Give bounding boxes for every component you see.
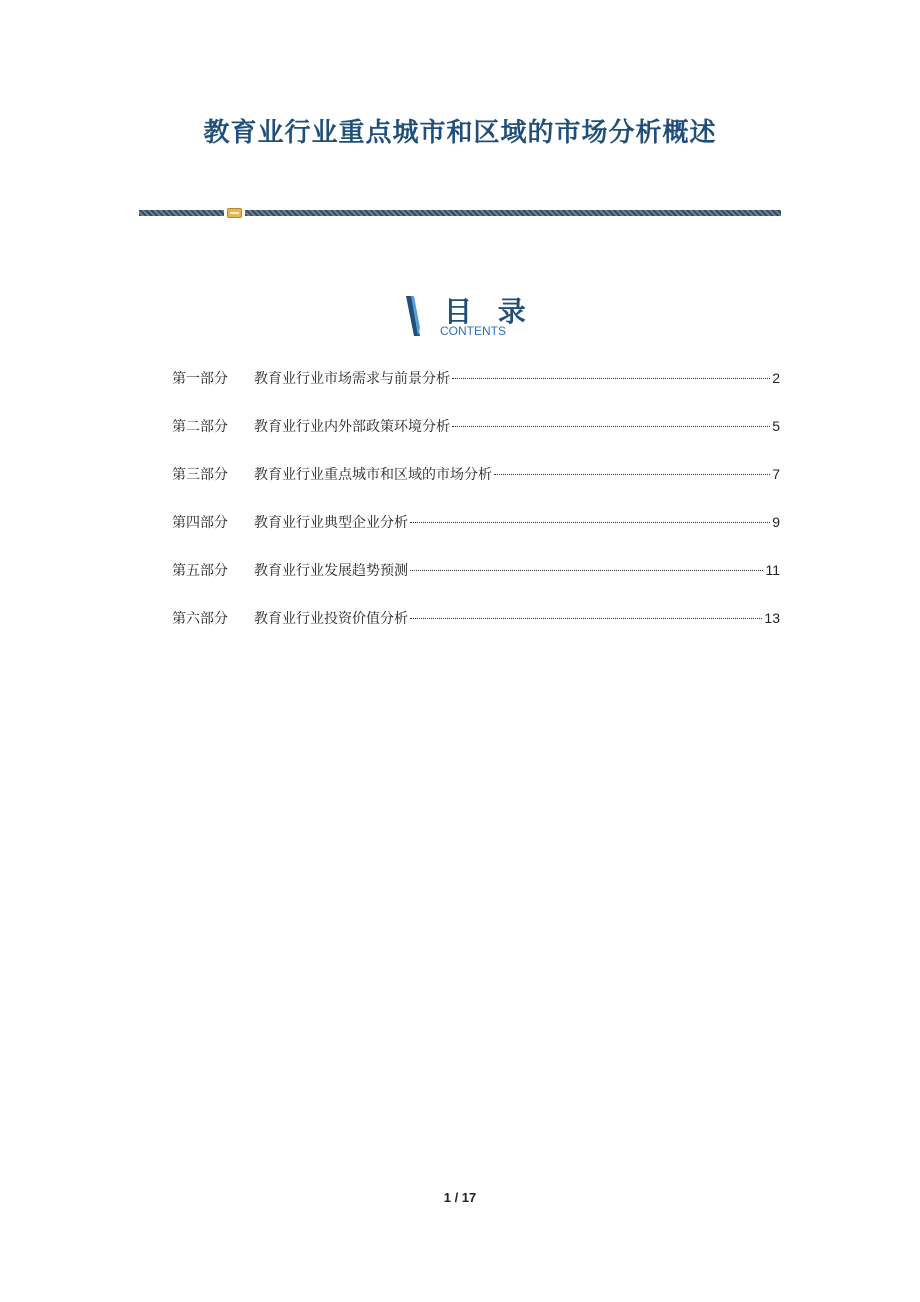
toc-entry-title: 教育业行业投资价值分析 [254, 611, 408, 627]
toc-heading-text: 目 录 [444, 295, 534, 328]
title-divider [139, 208, 781, 218]
toc-entry-leader [452, 378, 770, 379]
toc-entry-part: 第六部分 [172, 611, 228, 627]
toc-entry-page: 2 [772, 370, 780, 386]
toc-entry[interactable] [172, 606, 780, 630]
toc-entry-page: 7 [772, 466, 780, 482]
divider-ornament-icon [227, 208, 242, 218]
toc-entry-part: 第四部分 [172, 515, 228, 531]
toc-entry-page: 5 [772, 418, 780, 434]
toc-entry-page: 13 [764, 610, 780, 626]
toc-entry-leader [410, 618, 762, 619]
toc-entry-part: 第五部分 [172, 563, 228, 579]
toc-entry-part: 第二部分 [172, 419, 228, 435]
table-of-contents [172, 366, 780, 654]
toc-entry-title: 教育业行业市场需求与前景分析 [254, 371, 450, 387]
toc-entry-title: 教育业行业内外部政策环境分析 [254, 419, 450, 435]
toc-entry-title: 教育业行业发展趋势预测 [254, 563, 408, 579]
toc-entry[interactable] [172, 366, 780, 390]
document-title: 教育业行业重点城市和区域的市场分析概述 [203, 118, 717, 148]
toc-heading [406, 294, 536, 340]
toc-entry[interactable] [172, 462, 780, 486]
toc-entry-page: 9 [772, 514, 780, 530]
toc-entry-leader [452, 426, 770, 427]
page-number: 1 / 17 [443, 1190, 477, 1205]
divider-bar-left [139, 210, 224, 216]
toc-entry-leader [494, 474, 770, 475]
toc-heading-subtitle: CONTENTS [440, 324, 506, 338]
toc-entry-leader [410, 522, 770, 523]
toc-slash-icon [406, 296, 420, 336]
toc-entry-leader [410, 570, 763, 571]
toc-entry-title: 教育业行业重点城市和区域的市场分析 [254, 467, 492, 483]
toc-entry-part: 第一部分 [172, 371, 228, 387]
toc-entry[interactable] [172, 414, 780, 438]
toc-entry[interactable] [172, 558, 780, 582]
toc-entry-page: 11 [765, 562, 780, 578]
toc-entry-part: 第三部分 [172, 467, 228, 483]
toc-entry-title: 教育业行业典型企业分析 [254, 515, 408, 531]
divider-bar-right [245, 210, 781, 216]
toc-entry[interactable] [172, 510, 780, 534]
